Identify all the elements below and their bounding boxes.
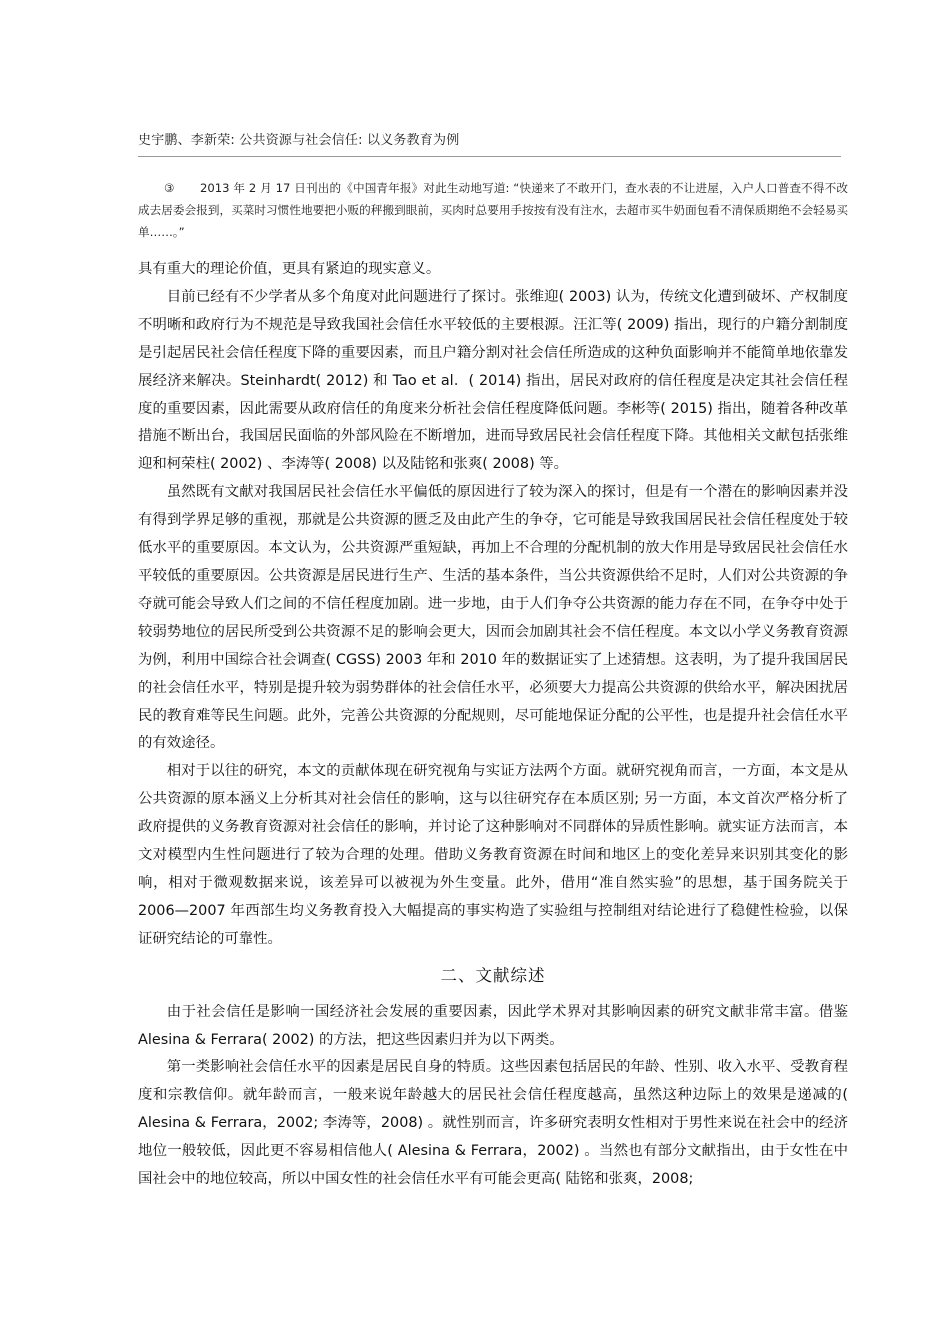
body-text — [138, 256, 848, 1194]
footnote-marker: ③ — [164, 181, 175, 195]
footnote-text: 2013 年 2 月 17 日刊出的《中国青年报》对此生动地写道: “快递来了不敢开门，查水表的不让进屋，入户人口普查不得不改成去居委会报到，买菜时习惯性地要把小贩的秤搬到眼前，买肉时总要用手按按有没有注水，去超市买牛奶面包看不清保质期绝不会轻易买单……。” — [138, 181, 848, 239]
paragraph: 相对于以往的研究，本文的贡献体现在研究视角与实证方法两个方面。就研究视角而言，一方面，本文是从公共资源的原本涵义上分析其对社会信任的影响，这与以往研究存在本质区别; 另一方面，本文首次严格分析了政府提供的义务教育资源对社会信任的影响，并讨论了这种影响对不同群体的异质性影响。就实证方法而言，本文对模型内生性问题进行了较为合理的处理。借助义务教育资源在时间和地区上的变化差异来识别其变化的影响，相对于微观数据来说，该差异可以被视为外生变量。此外，借用“准自然实验”的思想，基于国务院关于 2006—2007 年西部生均义务教育投入大幅提高的事实构造了实验组与控制组对结论进行了稳健性检验，以保证研究结论的可靠性。 — [138, 763, 848, 947]
paragraph: 目前已经有不少学者从多个角度对此问题进行了探讨。张维迎( 2003) 认为，传统文化遭到破坏、产权制度不明晰和政府行为不规范是导致我国社会信任水平较低的主要根源。汪汇等( 2009) 指出，现行的户籍分割制度是引起居民社会信任程度下降的重要因素，而且户籍分割对社会信任所造成的这种负面影响并不能简单地依靠发展经济来解决。Steinhardt( 2012) 和 Tao et al．( 2014) 指出，居民对政府的信任程度是决定其社会信任程度的重要因素，因此需要从政府信任的角度来分析社会信任程度降低问题。李彬等( 2015) 指出，随着各种改革措施不断出台，我国居民面临的外部风险在不断增加，进而导致居民社会信任程度下降。其他相关文献包括张维迎和柯荣柱( 2002) 、李涛等( 2008) 以及陆铭和张爽( 2008) 等。 — [138, 288, 848, 473]
paragraph: 虽然既有文献对我国居民社会信任水平偏低的原因进行了较为深入的探讨，但是有一个潜在的影响因素并没有得到学界足够的重视，那就是公共资源的匮乏及由此产生的争夺，它可能是导致我国居民社会信任程度处于较低水平的重要原因。本文认为，公共资源严重短缺，再加上不合理的分配机制的放大作用是导致居民社会信任水平较低的重要原因。公共资源是居民进行生产、生活的基本条件，当公共资源供给不足时，人们对公共资源的争夺就可能会导致人们之间的不信任程度加剧。进一步地，由于人们争夺公共资源的能力存在不同，在争夺中处于较弱势地位的居民所受到公共资源不足的影响会更大，因而会加剧其社会不信任程度。本文以小学义务教育资源为例，利用中国综合社会调查( CGSS) 2003 年和 2010 年的数据证实了上述猜想。这表明，为了提升我国居民的社会信任水平，特别是提升较为弱势群体的社会信任水平，必须要大力提高公共资源的供给水平，解决困扰居民的教育难等民生问题。此外，完善公共资源的分配规则，尽可能地保证分配的公平性，也是提升社会信任水平的有效途径。 — [138, 484, 848, 752]
running-header: 史宇鹏、李新荣: 公共资源与社会信任: 以义务教育为例 — [138, 133, 460, 148]
paragraph: 由于社会信任是影响一国经济社会发展的重要因素，因此学术界对其影响因素的研究文献非常丰富。借鉴 Alesina & Ferrara( 2002) 的方法，把这些因素归并为以下两类。 — [138, 1003, 848, 1048]
section-heading: 二、文献综述 — [440, 965, 546, 985]
footnote — [138, 177, 848, 243]
paragraph-continued: 具有重大的理论价值，更具有紧迫的现实意义。 — [138, 261, 441, 277]
paragraph: 第一类影响社会信任水平的因素是居民自身的特质。这些因素包括居民的年龄、性别、收入水平、受教育程度和宗教信仰。就年龄而言，一般来说年龄越大的居民社会信任程度越高，虽然这种边际上的效果是递减的( Alesina & Ferrara，2002; 李涛等，2008) 。就性别而言，许多研究表明女性相对于男性来说在社会中的经济地位一般较低，因此更不容易相信他人( Alesina & Ferrara，2002) 。当然也有部分文献指出，由于女性在中国社会中的地位较高，所以中国女性的社会信任水平有可能会更高( 陆铭和张爽，2008; — [138, 1059, 848, 1188]
header-rule — [138, 156, 841, 157]
